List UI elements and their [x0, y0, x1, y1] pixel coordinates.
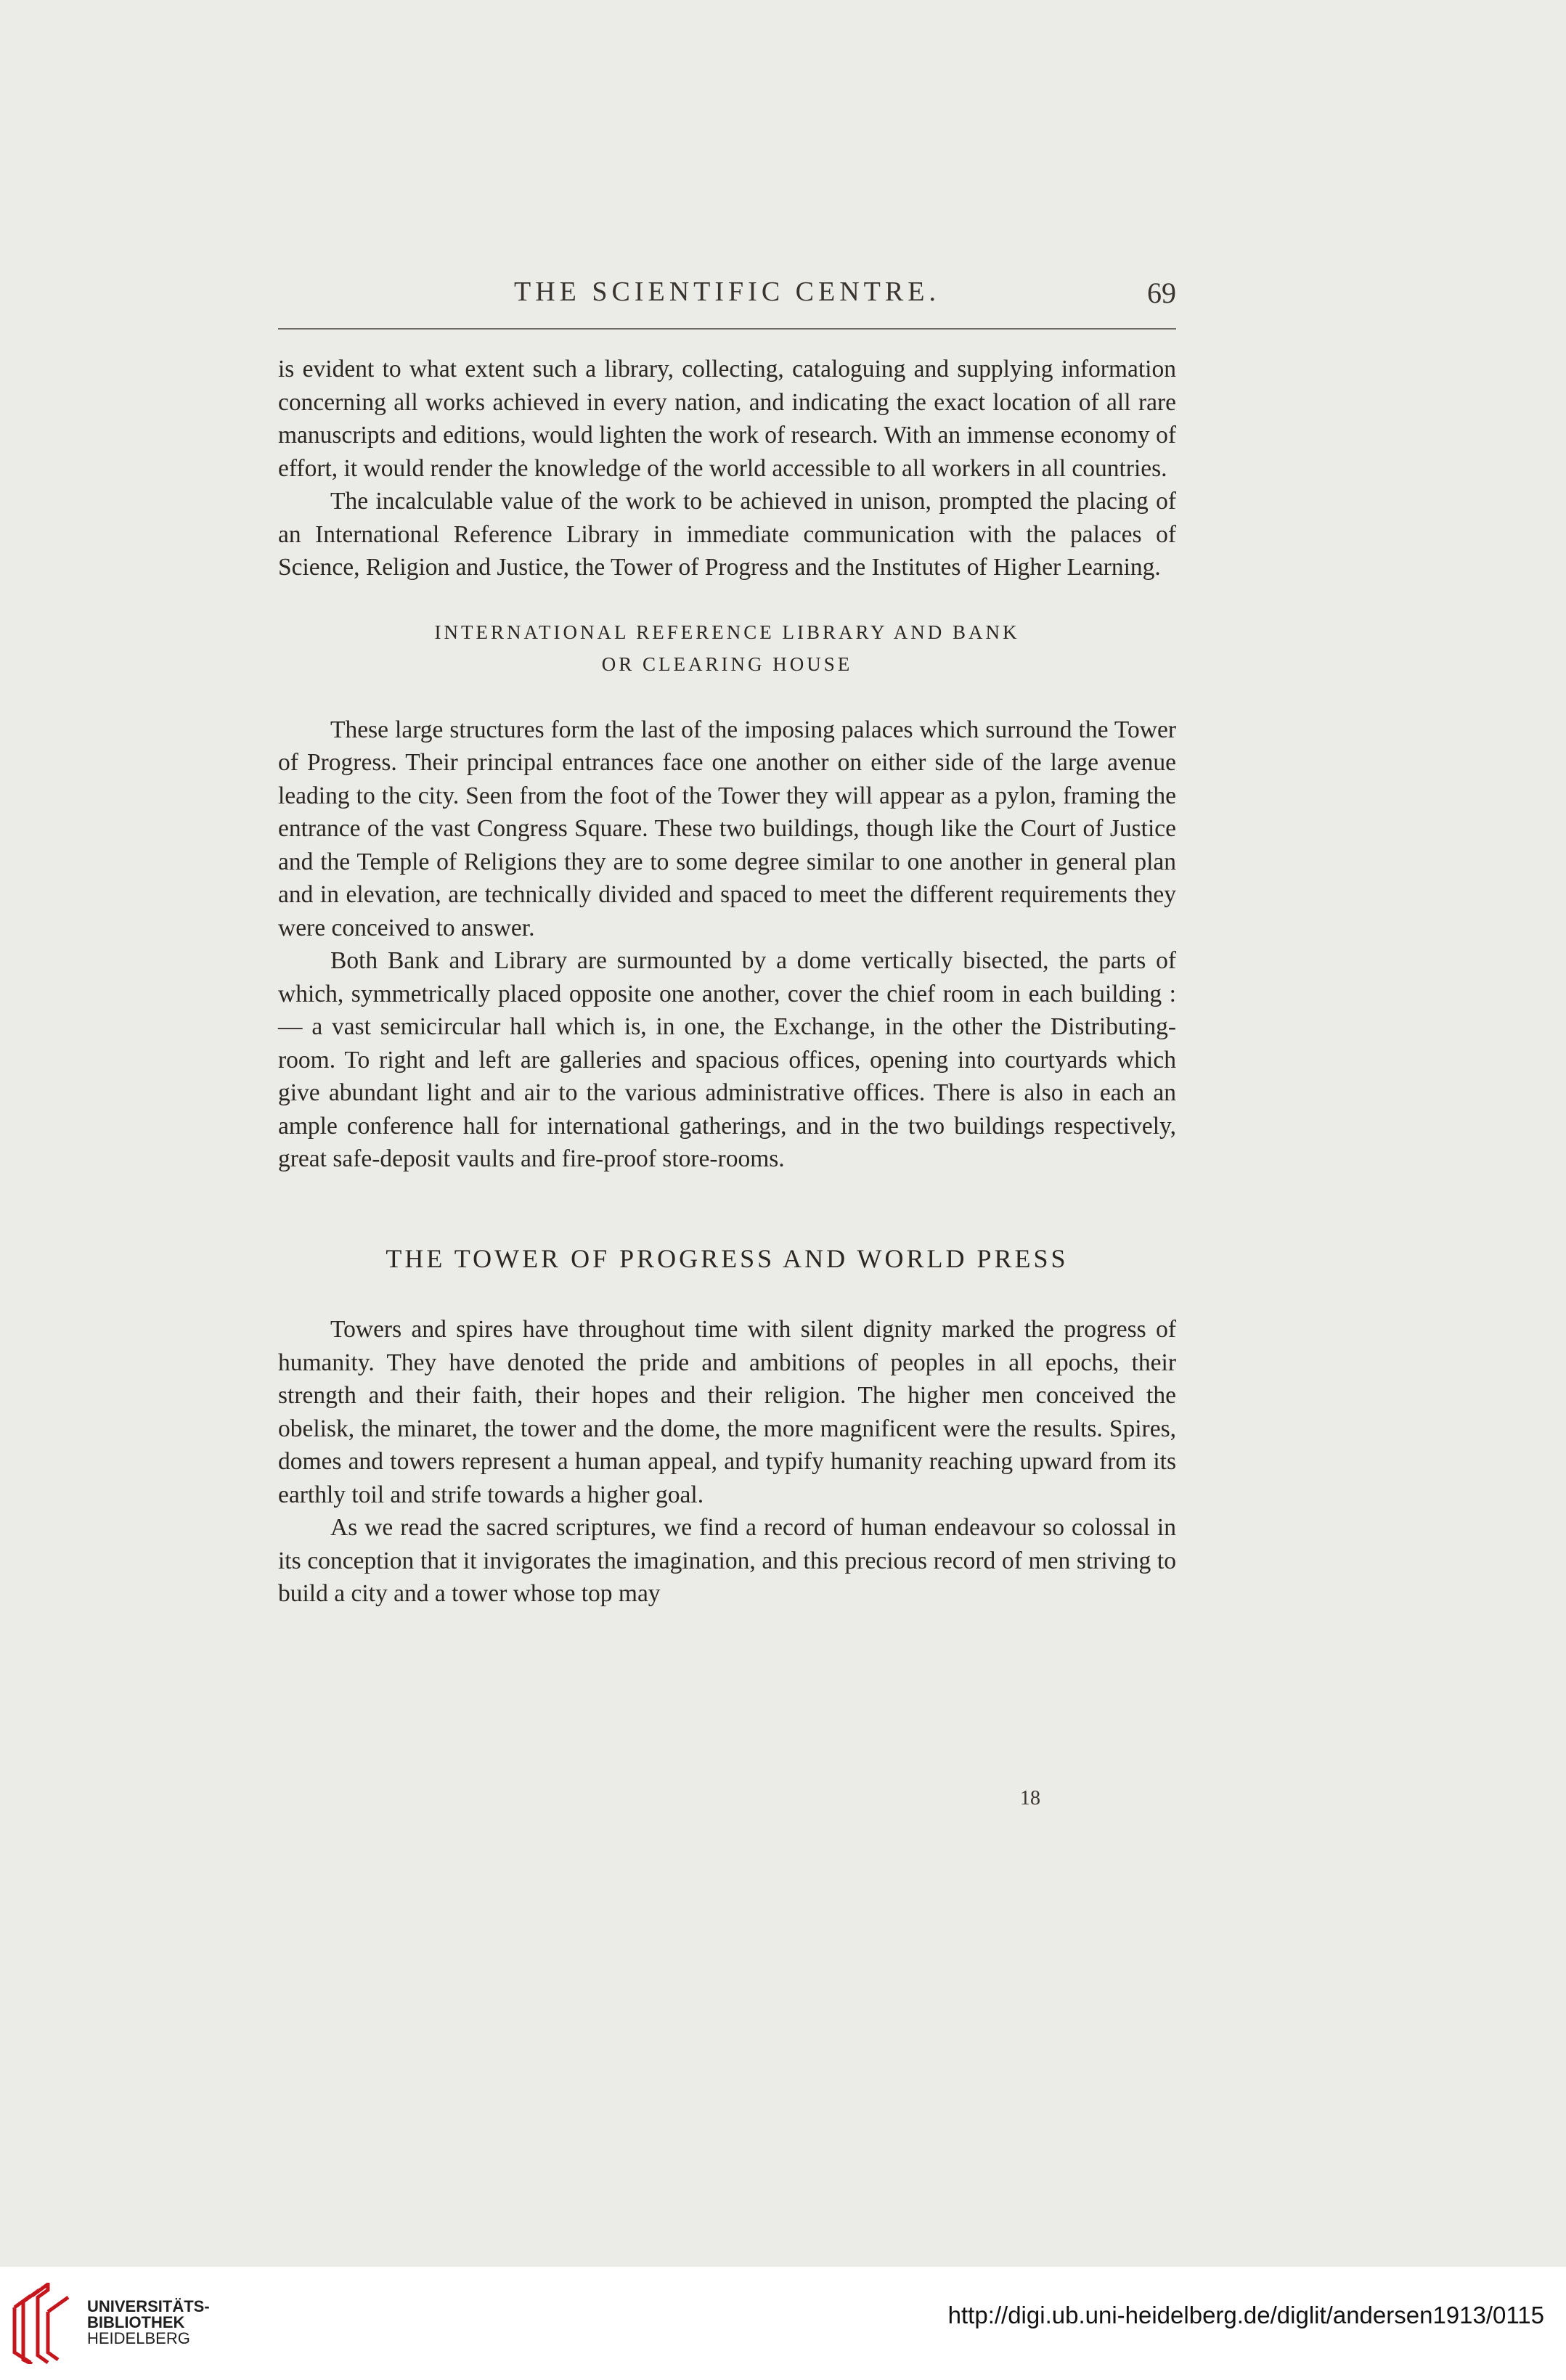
subheading-line-2: OR CLEARING HOUSE — [601, 653, 853, 675]
body-text — [278, 353, 1176, 1611]
subheading-line-1: INTERNATIONAL REFERENCE LIBRARY AND BANK — [434, 621, 1020, 643]
paragraph: These large structures form the last of the imposing palaces which surround the Tower of Progress. Their principal entrances face one another on either side of the large avenue leading to the city. Seen from the foot of the Tower they will appear as a pylon, framing the entrance of the vast Congress Square. These two buildings, though like the Court of Justice and the Temple of Religions they are to some degree similar to one another in general plan and in elevation, are technically divided and spaced to meet the different requirements they were conceived to answer. — [278, 716, 1176, 941]
library-name-line-3: HEIDELBERG — [87, 2329, 190, 2347]
running-title: THE SCIENTIFIC CENTRE. — [514, 277, 940, 307]
paragraph: Towers and spires have throughout time with silent dignity marked the progress of humanity. They have denoted the pride and ambitions of peoples in all epochs, their strength and their faith, their hopes and their religion. The higher men conceived the obelisk, the minaret, the tower and the dome, the more magnificent were the results. Spires, domes and towers represent a human appeal, and typify humanity reaching upward from its earthly toil and strife towards a higher goal. — [278, 1316, 1176, 1508]
library-logo-icon — [10, 2283, 77, 2364]
footer-bar — [0, 2267, 1566, 2380]
library-name — [87, 2299, 210, 2347]
page-header — [278, 276, 1176, 319]
paragraph: Both Bank and Library are surmounted by a dome vertically bisected, the parts of which, symmetrically placed opposite one another, cover the chief room in each building : — a vast semicircular hall which is, in one, the Exchange, in the other the Distributing-room. To right and left are galleries and spacious offices, opening into courtyards which give abundant light and air to the various administrative offices. There is also in each an ample conference hall for international gatherings, and in the two buildings respectively, great safe-deposit vaults and fire-proof store-rooms. — [278, 947, 1176, 1172]
signature-mark: 18 — [1020, 1787, 1040, 1809]
paragraph: As we read the sacred scriptures, we find a record of human endeavour so colossal in its conception that it invigorates the imagination, and this precious record of men striving to build a city and a tower whose top may — [278, 1514, 1176, 1607]
section-title: THE TOWER OF PROGRESS AND WORLD PRESS — [386, 1243, 1069, 1273]
header-rule — [278, 328, 1176, 330]
paragraph: The incalculable value of the work to be achieved in unison, prompted the placing of an International Reference Library in immediate communication with the palaces of Science, Religion and Justice, the Tower of Progress and the Institutes of Higher Learning. — [278, 488, 1176, 581]
source-url-link[interactable]: http://digi.ub.uni-heidelberg.de/diglit/andersen1913/0115 — [947, 2302, 1544, 2328]
page-number: 69 — [1147, 277, 1176, 309]
subheading — [278, 616, 1176, 680]
library-name-line-2: BIBLIOTHEK — [87, 2313, 185, 2331]
library-name-line-1: UNIVERSITÄTS- — [87, 2297, 210, 2315]
paragraph: is evident to what extent such a library, collecting, cataloguing and supplying information concerning all works achieved in every nation, and indicating the exact location of all rare manuscripts and editions, would lighten the work of research. With an immense economy of effort, it would render the knowledge of the world accessible to all workers in all countries. — [278, 356, 1176, 482]
